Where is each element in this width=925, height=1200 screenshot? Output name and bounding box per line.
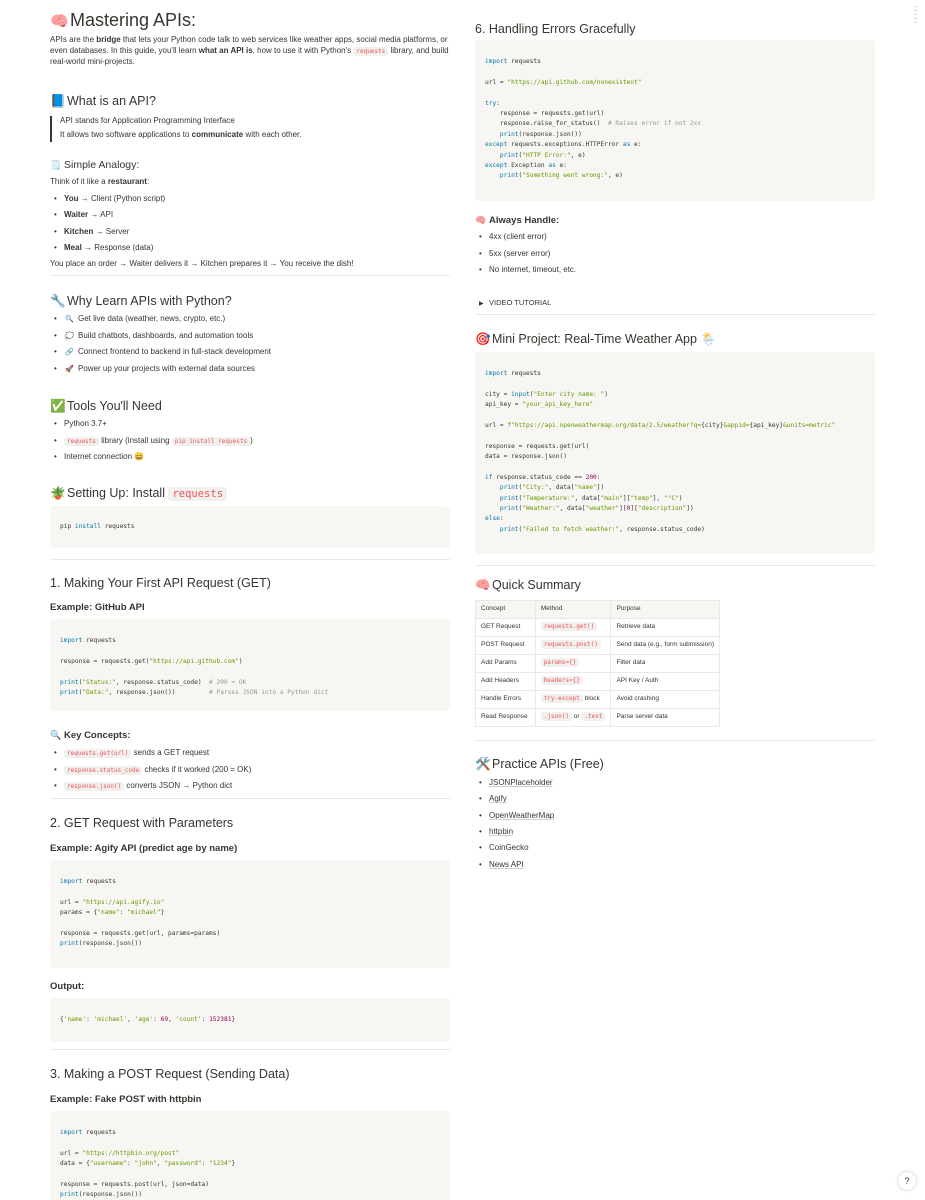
output-label: Output: [50, 981, 85, 992]
list-item [479, 827, 513, 838]
purpose-cell: Parse server data [611, 709, 720, 727]
code-line: import requests [485, 370, 541, 377]
rocket-icon: 🚀 [65, 366, 74, 373]
code-block-post[interactable] [50, 1111, 450, 1200]
list-item [479, 860, 524, 871]
code-line: import requests [60, 637, 116, 644]
table-row [476, 655, 720, 673]
heading-setup: 🪴Setting Up: Install requests [50, 485, 227, 502]
intro-paragraph: APIs are the bridge that lets your Python code talk to web services like weather apps, social media platforms, or even databases. In this guide, you'll learn what an API is, how to use it with Python's requests library, and build real-world mini-projects. [50, 35, 449, 66]
code-line: city = input("Enter city name: ") [485, 390, 608, 398]
code-line: response = requests.post(url, json=data) [60, 1180, 210, 1188]
heading-mini-project: 🎯Mini Project: Real-Time Weather App 🌦️ [475, 332, 717, 346]
divider [50, 798, 450, 799]
code-line: api_key = "your_api_key_here" [485, 401, 594, 409]
concept-cell: Handle Errors [476, 691, 536, 709]
link-agify[interactable]: Agify [489, 794, 507, 803]
checkmark-icon: ✅ [50, 399, 66, 413]
code-line: print("HTTP Error:", e) [499, 151, 586, 159]
code-line: print(response.json()) [60, 940, 142, 948]
divider [475, 565, 875, 566]
code-line: print("Data:", response.json()) # Parses JSON into a Python dict [60, 688, 329, 696]
code-line [60, 887, 440, 897]
column-header: Purpose [611, 601, 720, 619]
analogy-summary: You place an order → Waiter delivers it → Kitchen prepares it → You receive the dish! [50, 259, 354, 268]
code-line: print("City:", data["name"]) [499, 484, 605, 492]
concept-cell: Add Headers [476, 673, 536, 691]
code-line: import requests [60, 878, 116, 885]
purpose-cell: Retrieve data [611, 619, 720, 637]
heading-what-is-api: 📘What is an API? [50, 94, 156, 108]
heading-first-request: 1. Making Your First API Request (GET) [50, 576, 271, 590]
list-item: • 5xx (server error) [479, 249, 550, 260]
code-line: data = {"username": "john", "password": "1234"} [60, 1160, 236, 1168]
plant-icon: 🪴 [50, 486, 66, 500]
column-header: Concept [476, 601, 536, 619]
code-line: print(response.json()) [60, 1191, 142, 1199]
code-line [60, 1138, 440, 1148]
list-item: • No internet, timeout, etc. [479, 265, 576, 276]
table-row [476, 709, 720, 727]
code-block-install[interactable] [50, 506, 450, 548]
method-cell: try-except block [535, 691, 611, 709]
code-line: print(response.json()) [499, 130, 582, 138]
list-item: • Waiter → API [54, 210, 113, 221]
link-openweathermap[interactable]: OpenWeatherMap [489, 811, 555, 820]
code-line [485, 463, 865, 473]
code-line: url = "https://httpbin.org/post" [60, 1149, 180, 1157]
code-block-output[interactable] [50, 998, 450, 1042]
code-line: try: [485, 99, 500, 107]
analogy-lead: Think of it like a restaurant: [50, 177, 150, 186]
list-item: • Python 3.7+ [54, 419, 107, 430]
list-item: • response.status_code checks if it worked (200 = OK) [54, 765, 251, 776]
divider [50, 275, 450, 276]
code-line: url = "https://api.agify.io" [60, 898, 165, 906]
list-item [479, 778, 553, 789]
wrench-icon: 🔧 [50, 294, 66, 308]
magnifier-icon: 🔍 [50, 730, 62, 740]
code-line: if response.status_code == 200: [485, 473, 601, 481]
concept-cell: Add Params [476, 655, 536, 673]
concept-cell: POST Request [476, 637, 536, 655]
code-block-github[interactable] [50, 619, 450, 711]
code-line: print("Failed to fetch weather:", response.status_code) [499, 525, 705, 533]
code-line [60, 646, 440, 656]
code-line [485, 411, 865, 421]
video-tutorial-toggle[interactable]: ▶ VIDEO TUTORIAL [479, 298, 552, 307]
method-cell: params={} [535, 655, 611, 673]
table-row [476, 619, 720, 637]
list-item: • 🔗 Connect frontend to backend in full-stack development [54, 347, 271, 358]
heading-tools: ✅Tools You'll Need [50, 399, 162, 413]
code-line: url = f"https://api.openweathermap.org/data/2.5/weather?q={city}&appid={api_key}&units=metric" [485, 421, 836, 429]
list-item: • response.json() converts JSON → Python dict [54, 781, 232, 792]
link-coingecko[interactable]: CoinGecko [489, 843, 529, 852]
triangle-right-icon[interactable]: ▶ [479, 301, 484, 307]
column-header: Method [535, 601, 611, 619]
code-line: print("Temperature:", data["main"]["temp"], "°C") [499, 494, 683, 502]
table-row [476, 691, 720, 709]
link-jsonplaceholder[interactable]: JSONPlaceholder [489, 778, 553, 787]
list-item: • Kitchen → Server [54, 227, 129, 238]
inline-code: requests [353, 47, 388, 56]
heading-get-params: 2. GET Request with Parameters [50, 816, 234, 830]
page-title: 🧠Mastering APIs: [50, 8, 196, 32]
method-cell: requests.post() [535, 637, 611, 655]
code-line: else: [485, 515, 504, 523]
divider [50, 1049, 450, 1050]
heading-key-concepts: 🔍 Key Concepts: [50, 730, 131, 741]
divider [50, 559, 450, 560]
divider [475, 314, 875, 315]
thought-bubble-icon: 💭 [65, 333, 74, 340]
concept-cell: GET Request [476, 619, 536, 637]
code-line: except Exception as e: [485, 161, 567, 169]
code-line: import requests [60, 1129, 116, 1136]
purpose-cell: Send data (e.g., form submission) [611, 637, 720, 655]
code-line: response = requests.get(url, params=params) [60, 929, 221, 937]
list-item: • 4xx (client error) [479, 232, 547, 243]
code-block-errors[interactable] [475, 40, 875, 201]
heading-why-learn: 🔧Why Learn APIs with Python? [50, 294, 232, 308]
notepad-icon: 🗒️ [50, 160, 62, 170]
brain-icon: 🧠 [50, 13, 69, 30]
code-line: pip install requests [60, 523, 135, 530]
table-row [476, 637, 720, 655]
tools-icon: 🛠️ [475, 757, 491, 771]
concept-cell: Read Response [476, 709, 536, 727]
code-line: print("Status:", response.status_code) # 200 = OK [60, 678, 247, 686]
code-line: {'name': 'michael', 'age': 69, 'count': 152381} [60, 1016, 236, 1023]
code-line: except requests.exceptions.HTTPError as e: [485, 141, 642, 149]
heading-quick-summary: 🧠Quick Summary [475, 578, 581, 592]
method-cell: requests.get() [535, 619, 611, 637]
code-line: url = "https://api.github.com/nonexistent" [485, 78, 642, 86]
heading-practice: 🛠️Practice APIs (Free) [475, 757, 604, 771]
scroll-indicator [914, 6, 917, 26]
definition-quote: API stands for Application Programming Interface It allows two software applications to communicate with each other. [50, 116, 301, 142]
magnifier-icon: 🔍 [65, 316, 74, 323]
purpose-cell: Filter data [611, 655, 720, 673]
method-cell: headers={} [535, 673, 611, 691]
code-line: response = requests.get(url) [485, 109, 605, 117]
list-item [479, 843, 529, 854]
code-line [60, 667, 440, 677]
code-block-agify[interactable] [50, 860, 450, 968]
code-line: import requests [485, 58, 541, 65]
list-item: • 🚀 Power up your projects with external data sources [54, 364, 255, 375]
link-news-api[interactable]: News API [489, 860, 524, 869]
subheading-httpbin: Example: Fake POST with httpbin [50, 1094, 202, 1105]
brain-icon: 🧠 [475, 578, 491, 592]
code-line: response.raise_for_status() # Raises error if not 2xx [485, 120, 702, 128]
link-icon: 🔗 [65, 349, 74, 356]
list-item [479, 811, 554, 822]
code-line: params = {"name": "michael"} [60, 909, 165, 917]
heading-errors: 6. Handling Errors Gracefully [475, 22, 636, 36]
list-item: • requests.get(url) sends a GET request [54, 748, 209, 759]
list-item: • requests library (install using pip install requests ) [54, 436, 253, 447]
heading-analogy: 🗒️ Simple Analogy: [50, 159, 140, 171]
target-icon: 🎯 [475, 332, 491, 346]
brain-icon: 🧠 [475, 215, 487, 225]
purpose-cell: API Key / Auth [611, 673, 720, 691]
purpose-cell: Avoid crashing [611, 691, 720, 709]
heading-always-handle: 🧠 Always Handle: [475, 215, 560, 226]
code-line [485, 67, 865, 77]
list-item: • You → Client (Python script) [54, 194, 165, 205]
code-line [485, 379, 865, 389]
list-item: • 💭 Build chatbots, dashboards, and automation tools [54, 331, 253, 342]
subheading-agify: Example: Agify API (predict age by name) [50, 843, 238, 854]
code-line: response = requests.get(url) [485, 442, 590, 450]
list-item: • 🔍 Get live data (weather, news, crypto, etc.) [54, 314, 225, 325]
code-line [485, 431, 865, 441]
code-line [60, 919, 440, 929]
code-line: print("Weather:", data["weather"][0]["description"]) [499, 505, 694, 513]
subheading-github: Example: GitHub API [50, 602, 145, 613]
code-line: data = response.json() [485, 453, 567, 461]
divider [475, 740, 875, 741]
list-item [479, 794, 507, 805]
book-icon: 📘 [50, 94, 66, 108]
summary-table [475, 600, 720, 727]
help-icon[interactable]: ? [898, 1172, 916, 1190]
sun-cloud-icon: 🌦️ [700, 332, 717, 346]
table-row [476, 673, 720, 691]
table-header-row [476, 601, 720, 619]
list-item: • Meal → Response (data) [54, 243, 153, 254]
link-httpbin[interactable]: httpbin [489, 827, 514, 836]
code-block-weather[interactable] [475, 352, 875, 554]
code-line [485, 88, 865, 98]
code-line: print("Something went wrong:", e) [499, 172, 623, 180]
heading-post-request: 3. Making a POST Request (Sending Data) [50, 1067, 290, 1081]
list-item: • Internet connection 😄 [54, 452, 144, 463]
code-line: response = requests.get("https://api.github.com") [60, 657, 243, 665]
method-cell: .json() or .text [535, 709, 611, 727]
code-line [60, 1170, 440, 1180]
